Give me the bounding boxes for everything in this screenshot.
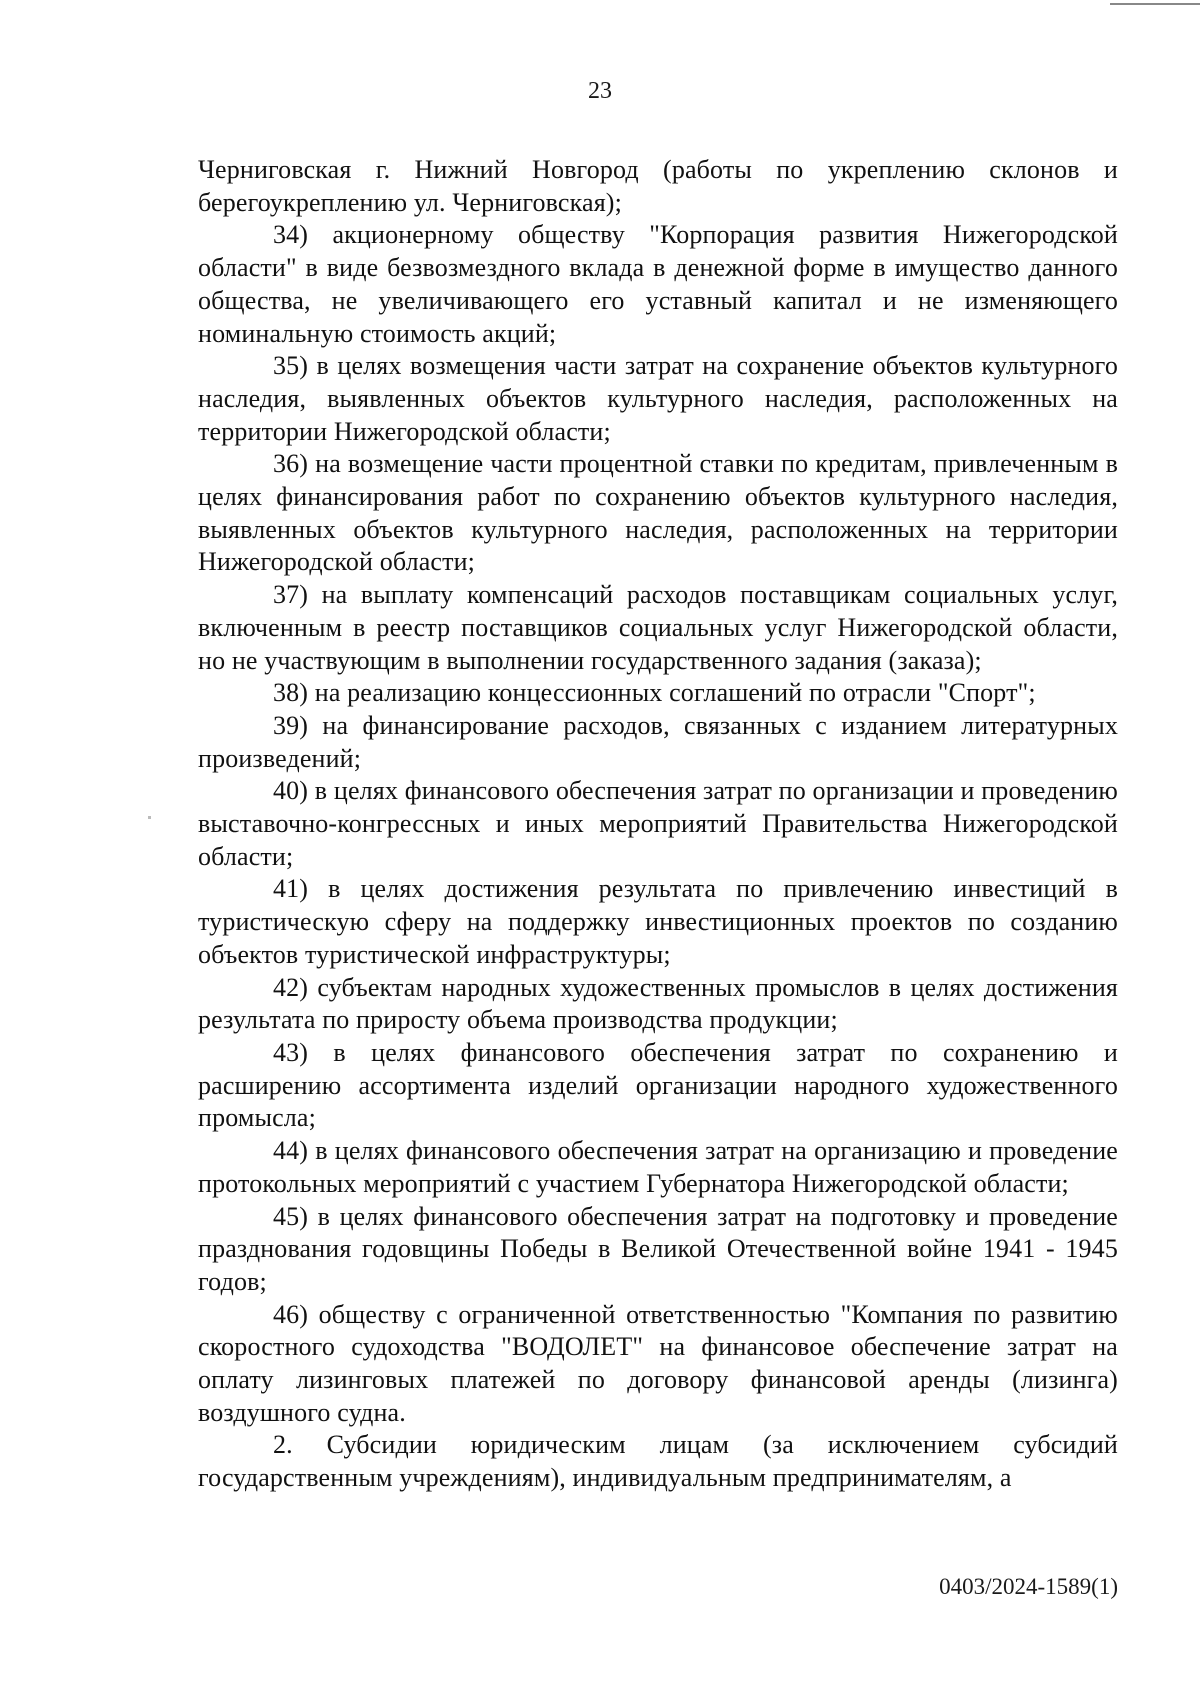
- list-item-46: 46) обществу с ограниченной ответственностью "Компания по развитию скоростного судоходства "ВОДОЛЕТ" на финансовое обеспечение затрат на оплату лизинговых платежей по договору финансовой аренды (лизинга) воздушного судна.: [198, 1299, 1118, 1427]
- list-item-39: 39) на финансирование расходов, связанных с изданием литературных произведений;: [198, 710, 1118, 773]
- list-item-34: 34) акционерному обществу "Корпорация развития Нижегородской области" в виде безвозмездного вклада в денежной форме в имущество данного общества, не увеличивающего его уставный капитал и не изменяющего номинальную стоимость акций;: [198, 220, 1118, 348]
- list-item-35: 35) в целях возмещения части затрат на сохранение объектов культурного наследия, выявленных объектов культурного наследия, расположенных на территории Нижегородской области;: [198, 351, 1118, 446]
- paragraph-continuation: Черниговская г. Нижний Новгород (работы по укреплению склонов и берегоукреплению ул. Черниговская);: [198, 155, 1118, 217]
- list-item-40: 40) в целях финансового обеспечения затрат по организации и проведению выставочно-конгрессных и иных мероприятий Правительства Нижегородской области;: [198, 776, 1118, 871]
- list-item-42: 42) субъектам народных художественных промыслов в целях достижения результата по приросту объема производства продукции;: [198, 972, 1118, 1035]
- margin-dot: [148, 816, 151, 819]
- list-item-45: 45) в целях финансового обеспечения затрат на подготовку и проведение празднования годовщины Победы в Великой Отечественной войне 1941 - 1945 годов;: [198, 1201, 1118, 1296]
- page-number: 23: [588, 78, 612, 104]
- document-code: 0403/2024-1589(1): [939, 1574, 1118, 1599]
- list-item-44: 44) в целях финансового обеспечения затрат на организацию и проведение протокольных мероприятий с участием Губернатора Нижегородской области;: [198, 1136, 1118, 1198]
- document-body: [198, 154, 1118, 1495]
- corner-scan-line: [1110, 3, 1200, 5]
- list-item-43: 43) в целях финансового обеспечения затрат по сохранению и расширению ассортимента изделий организации народного художественного промысла;: [198, 1037, 1118, 1133]
- list-item-37: 37) на выплату компенсаций расходов поставщикам социальных услуг, включенным в реестр поставщиков социальных услуг Нижегородской области, но не участвующим в выполнении государственного задания (заказа);: [198, 580, 1118, 675]
- section-2-paragraph: 2. Субсидии юридическим лицам (за исключением субсидий государственным учреждениям), индивидуальным предпринимателям, а: [198, 1430, 1118, 1493]
- list-item-36: 36) на возмещение части процентной ставки по кредитам, привлеченным в целях финансирования работ по сохранению объектов культурного наследия, выявленных объектов культурного наследия, расположенных на территории Нижегородской области;: [198, 449, 1118, 577]
- list-item-41: 41) в целях достижения результата по привлечению инвестиций в туристическую сферу на поддержку инвестиционных проектов по созданию объектов туристической инфраструктуры;: [198, 874, 1118, 969]
- list-item-38: 38) на реализацию концессионных соглашений по отрасли "Спорт";: [273, 678, 1036, 708]
